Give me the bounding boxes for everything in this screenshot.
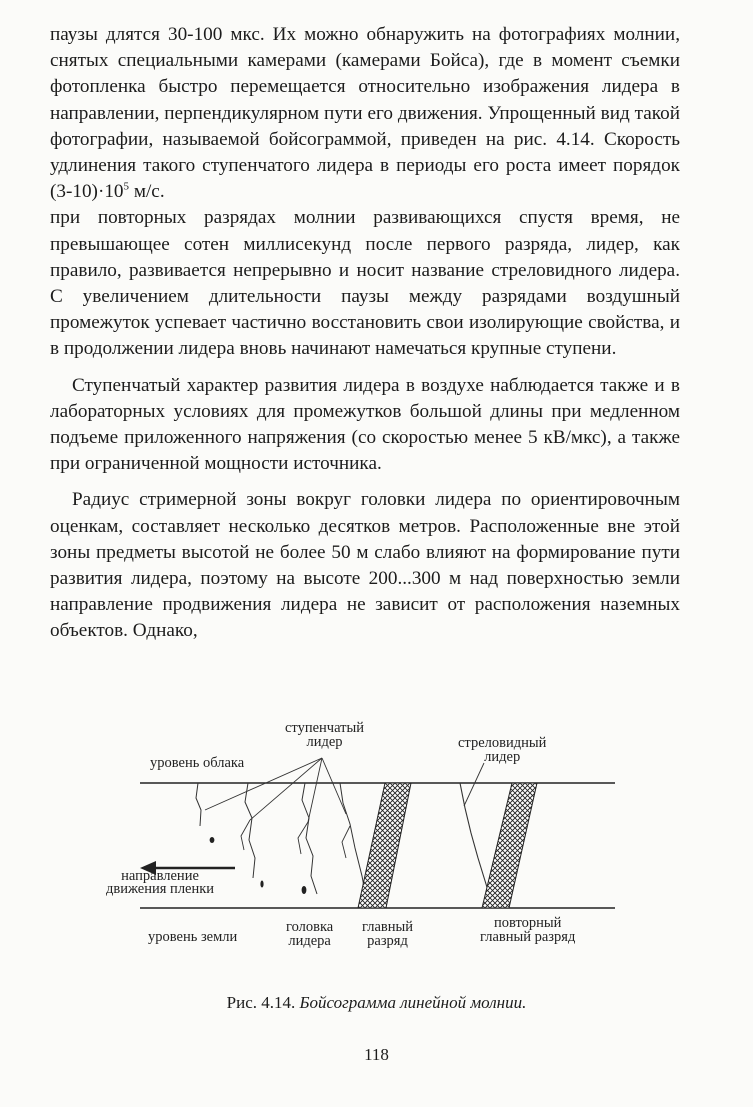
label-pointer bbox=[322, 758, 346, 814]
caption-prefix: Рис. 4.14. bbox=[226, 993, 300, 1012]
label-dart-leader bbox=[458, 736, 546, 764]
label-main-discharge-line2: разряд bbox=[367, 933, 408, 949]
stepped-leader-trace bbox=[302, 783, 317, 894]
label-film-direction bbox=[106, 870, 214, 896]
label-leader-head bbox=[286, 920, 333, 948]
label-pointer bbox=[250, 758, 322, 820]
leader-head-dot bbox=[210, 837, 215, 843]
label-pointer bbox=[308, 758, 322, 822]
label-stepped-leader bbox=[285, 721, 364, 749]
label-repeat-discharge-line2: главный разряд bbox=[480, 929, 576, 945]
speed-unit: м/с. bbox=[129, 181, 165, 203]
figure-caption bbox=[0, 993, 753, 1013]
label-main-discharge bbox=[362, 920, 413, 948]
main-discharge-band bbox=[358, 783, 411, 908]
label-ground-level: уровень земли bbox=[148, 929, 238, 945]
stepped-leader-trace bbox=[196, 783, 201, 826]
label-stepped-leader-line2: лидер bbox=[306, 734, 343, 750]
label-pointer bbox=[464, 763, 484, 806]
paragraph-4: Радиус стримерной зоны вокруг головки лидера по ориентировочным оценкам, составляет несколько десятков метров. Расположенные вне этой зоны предметы высотой не более 50 м слабо влияют на формирование пути развития лидера, поэтому на высоте 200...300 м над поверхностью земли направление продвижения лидера не зависит от расположения наземных объектов. Однако, bbox=[50, 489, 680, 642]
label-repeat-discharge bbox=[480, 916, 575, 944]
paragraph-1-text: паузы длятся 30-100 мкс. Их можно обнаружить на фотографиях молнии, снятых специальными камерами (камерами Бойса), где в момент съемки фотопленка быстро перемещается относительно изображения лидера в направлении, перпендикулярном пути его движения. Упрощенный вид такой фотографии, называемой бойсограммой, приведен на рис. 4.14. Скорость удлинения такого ступенчатого лидера в периоды его роста имеет порядок (3-10)·10 bbox=[50, 24, 680, 203]
label-leader-head-line2: лидера bbox=[288, 933, 331, 949]
label-leader-head-line1: головка bbox=[286, 919, 334, 935]
label-stepped-leader-line1: ступенчатый bbox=[285, 720, 364, 736]
label-dart-leader-line1: стреловидный bbox=[458, 735, 547, 751]
repeat-discharge-band bbox=[482, 783, 537, 908]
page-number: 118 bbox=[364, 1045, 389, 1064]
label-main-discharge-line1: главный bbox=[362, 919, 413, 935]
label-film-direction-line1: направление bbox=[121, 868, 199, 884]
paragraph-3: Ступенчатый характер развития лидера в воздухе наблюдается также и в лабораторных условиях для промежутков большой длины при медленном подъеме приложенного напряжения (со скоростью менее 5 кВ/мкс), а также при ограниченной мощности источника. bbox=[50, 374, 680, 475]
paragraph-2: при повторных разрядах молнии развивающихся спустя время, не превышающее сотен миллисекунд после первого разряда, лидер, как правило, развивается непрерывно и носит название стреловидного лидера. С увеличением длительности паузы между разрядами воздушный промежуток успевает частично восстановить свои изолирующие свойства, и в продолжении лидера вновь начинают намечаться крупные ступени. bbox=[50, 207, 680, 360]
speed-exponent: 5 bbox=[123, 180, 130, 193]
label-dart-leader-line2: лидер bbox=[484, 749, 521, 765]
caption-title: Бойсограмма линейной молнии. bbox=[299, 993, 527, 1012]
stepped-leader-branch bbox=[342, 826, 350, 858]
boys-camera-figure bbox=[100, 718, 640, 968]
stepped-leader-trace bbox=[245, 783, 255, 878]
label-cloud-level: уровень облака bbox=[150, 755, 245, 771]
leader-head-dot bbox=[302, 886, 307, 894]
label-repeat-discharge-line1: повторный bbox=[493, 915, 562, 931]
body-text bbox=[50, 22, 680, 655]
label-film-direction-line2: движения пленки bbox=[106, 881, 215, 897]
paragraph-1 bbox=[50, 22, 680, 205]
leader-head-dot bbox=[260, 881, 263, 888]
stepped-leader-branch bbox=[241, 820, 250, 850]
